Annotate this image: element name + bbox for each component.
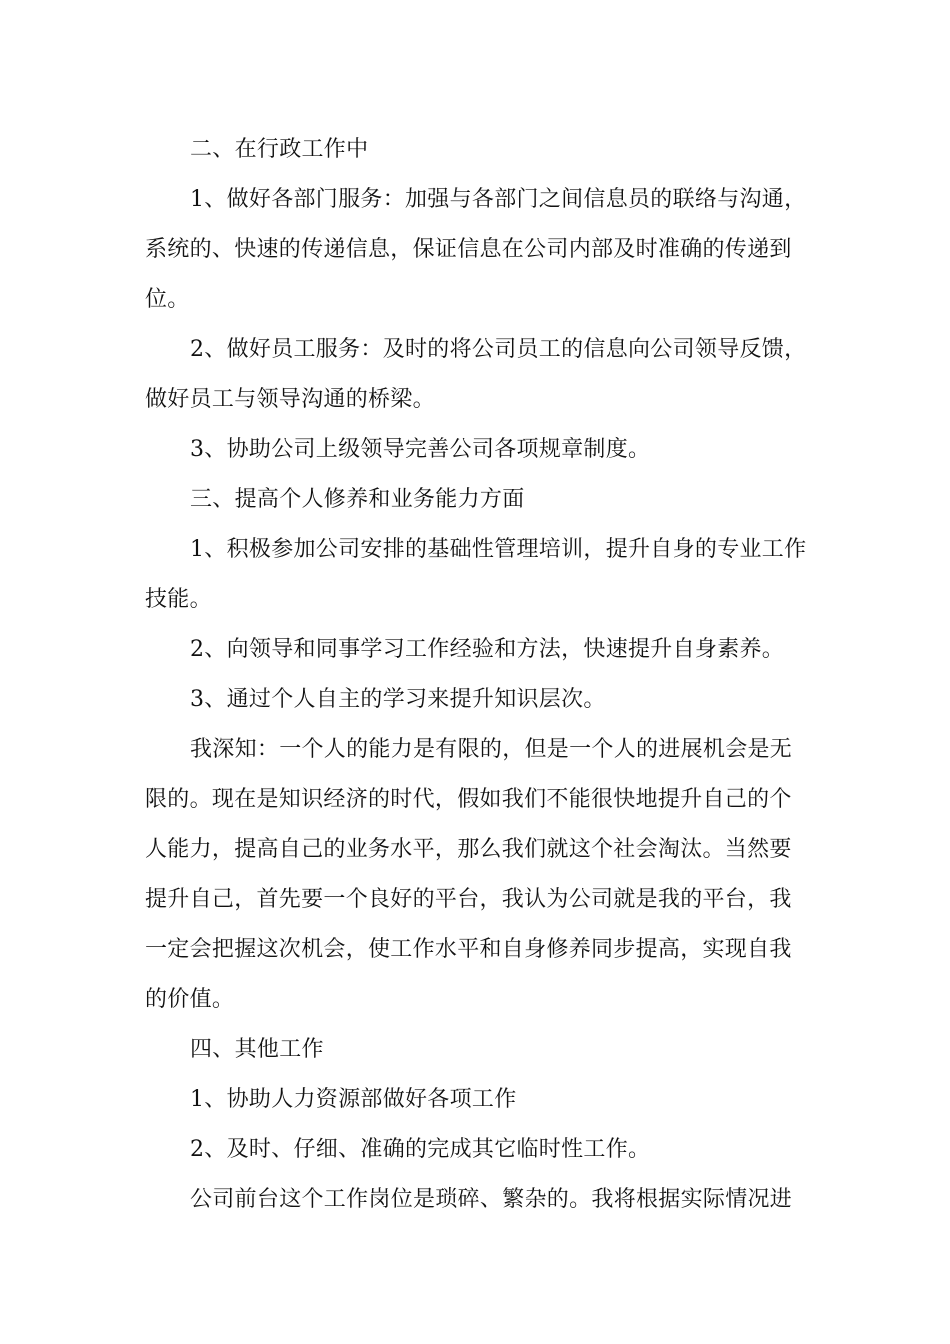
paragraph-line: 2、做好员工服务：及时的将公司员工的信息向公司领导反馈， — [190, 337, 807, 362]
paragraph-line: 人能力，提高自己的业务水平，那么我们就这个社会淘汰。当然要 — [145, 837, 792, 862]
paragraph-line: 2、及时、仔细、准确的完成其它临时性工作。 — [190, 1137, 651, 1162]
paragraph-line: 的价值。 — [145, 987, 235, 1012]
paragraph-line: 1、协助人力资源部做好各项工作 — [190, 1087, 517, 1112]
paragraph-line: 位。 — [145, 287, 190, 312]
paragraph-line: 一定会把握这次机会，使工作水平和自身修养同步提高，实现自我 — [145, 937, 792, 962]
paragraph-line: 3、通过个人自主的学习来提升知识层次。 — [190, 687, 606, 712]
paragraph-line: 公司前台这个工作岗位是琐碎、繁杂的。我将根据实际情况进 — [190, 1187, 793, 1212]
section-heading-administration: 二、在行政工作中 — [190, 137, 369, 162]
paragraph-line: 1、积极参加公司安排的基础性管理培训，提升自身的专业工作 — [190, 537, 807, 562]
section-heading-other-work: 四、其他工作 — [190, 1037, 324, 1062]
paragraph-line: 限的。现在是知识经济的时代，假如我们不能很快地提升自己的个 — [145, 787, 792, 812]
paragraph-line: 3、协助公司上级领导完善公司各项规章制度。 — [190, 437, 651, 462]
paragraph-line: 系统的、快速的传递信息，保证信息在公司内部及时准确的传递到 — [145, 237, 792, 262]
paragraph-line: 做好员工与领导沟通的桥梁。 — [145, 387, 435, 412]
section-heading-personal-development: 三、提高个人修养和业务能力方面 — [190, 487, 525, 512]
paragraph-line: 1、做好各部门服务：加强与各部门之间信息员的联络与沟通， — [190, 187, 807, 212]
paragraph-line: 我深知：一个人的能力是有限的，但是一个人的进展机会是无 — [190, 737, 793, 762]
paragraph-line: 技能。 — [145, 587, 212, 612]
paragraph-line: 提升自己，首先要一个良好的平台，我认为公司就是我的平台，我 — [145, 887, 792, 912]
paragraph-line: 2、向领导和同事学习工作经验和方法，快速提升自身素养。 — [190, 637, 785, 662]
